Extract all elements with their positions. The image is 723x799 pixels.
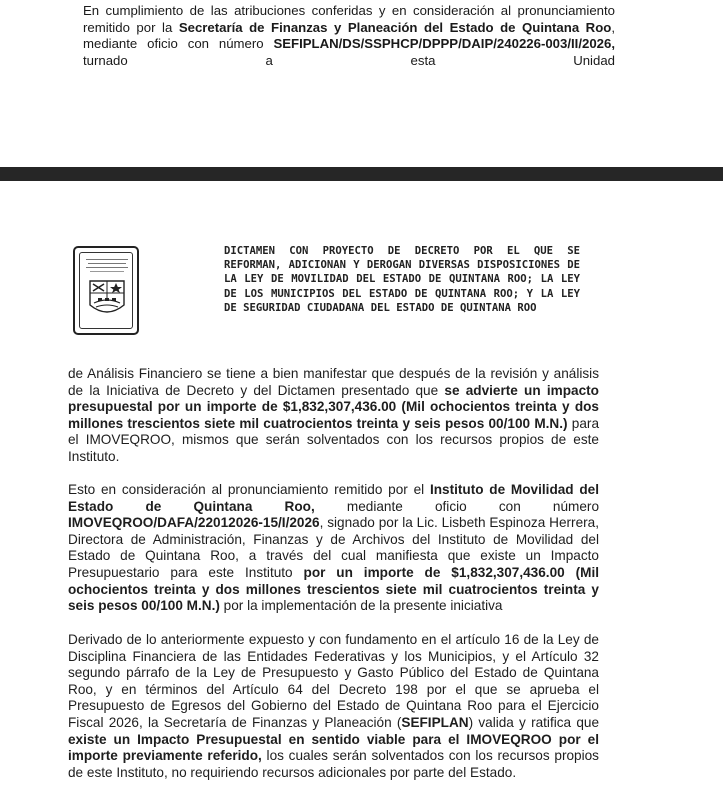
- text-run: mediante oficio con número: [314, 498, 600, 514]
- bold-run: SEFIPLAN/DS/SSPHCP/DPPP/DAIP/240226-003/II/2026,: [273, 36, 615, 51]
- paragraph-imoveqroo: [68, 482, 599, 615]
- paragraph-analysis: [68, 366, 599, 466]
- text-run: , signado por la Lic. Lisbeth Espinoza Herrera, Directora de Administración, Finanzas y de Archivos del Instituto de Movilidad del Estado de Quintana Roo, a través del cual manifiesta que existe un Impacto Presupuestario para este Instituto: [68, 515, 599, 580]
- document-header-title: DICTAMEN CON PROYECTO DE DECRETO POR EL QUE SE REFORMAN, ADICIONAN Y DEROGAN DIVERSAS DISPOSICIONES DE LA LEY DE MOVILIDAD DEL ESTADO DE QUINTANA ROO; LA LEY DE LOS MUNICIPIOS DEL ESTADO DE QUINTANA ROO; Y LA LEY DE SEGURIDAD CIUDADANA DEL ESTADO DE QUINTANA ROO: [224, 245, 580, 314]
- page-separator: [0, 167, 723, 181]
- text-run: Derivado de lo anteriormente expuesto y con fundamento en el artículo 16 de la Ley de Disciplina Financiera de las Entidades Federativas y los Municipios, y el Artículo 32 segundo párrafo de la Ley de Presupuesto y Gasto Público del Estado de Quintana Roo, y en términos del Artículo 64 del Decreto 198 por el que se aprueba el Presupuesto de Egresos del Gobierno del Estado de Quintana Roo para el Ejercicio Fiscal 2026, la Secretaría de Finanzas y Planeación (: [68, 632, 599, 730]
- bold-run: por un importe de $1,832,307,436.00 (Mil ochocientos treinta y dos millones trescientos siete mil cuatrocientos treinta y seis pesos 00/100 M.N.): [68, 564, 599, 614]
- text-run: de Análisis Financiero se tiene a bien manifestar que después de la revisión y análisis de la Iniciativa de Decreto y del Dictamen presentado que: [68, 366, 599, 398]
- text-run: ) valida y ratifica que: [468, 714, 600, 730]
- text-run: , mediante oficio con número: [83, 19, 615, 51]
- text-run: para el IMOVEQROO, mismos que serán solventados con los recursos propios de este Instituto.: [68, 415, 599, 464]
- bold-run: existe un Impacto Presupuestal en sentido viable para el IMOVEQROO por el importe previamente referido,: [68, 731, 599, 764]
- text-run: Esto en consideración al pronunciamiento remitido por el: [68, 482, 430, 497]
- paragraph-conclusion: [68, 632, 599, 781]
- bold-run: se advierte un impacto presupuestal por un importe de $1,832,307,436.00 (Mil ochocientos treinta y dos millones trescientos siete mil cuatrocientos treinta y seis pesos 00/100 M.N.): [68, 382, 599, 431]
- text-run: turnado a esta Unidad: [83, 52, 615, 68]
- bold-run: Secretaría de Finanzas y Planeación del Estado de Quintana Roo: [178, 19, 612, 35]
- bold-run: SEFIPLAN: [401, 714, 469, 730]
- seal-frame: [79, 252, 133, 329]
- bold-run: IMOVEQROO/DAFA/22012026-15/I/2026: [68, 515, 320, 531]
- previous-page-fragment: [83, 3, 615, 69]
- text-run: En cumplimiento de las atribuciones conferidas y en consideración al pronunciamiento remitido por la: [83, 3, 615, 35]
- text-run: por la implementación de la presente iniciativa: [219, 598, 503, 614]
- text-run: los cuales serán solventados con los recursos propios de este Instituto, no requiriendo recursos adicionales por parte del Estado.: [68, 748, 599, 780]
- congress-seal-logo: [73, 246, 139, 335]
- coat-of-arms-icon: [80, 253, 134, 330]
- bold-run: Instituto de Movilidad del Estado de Quintana Roo,: [68, 482, 600, 514]
